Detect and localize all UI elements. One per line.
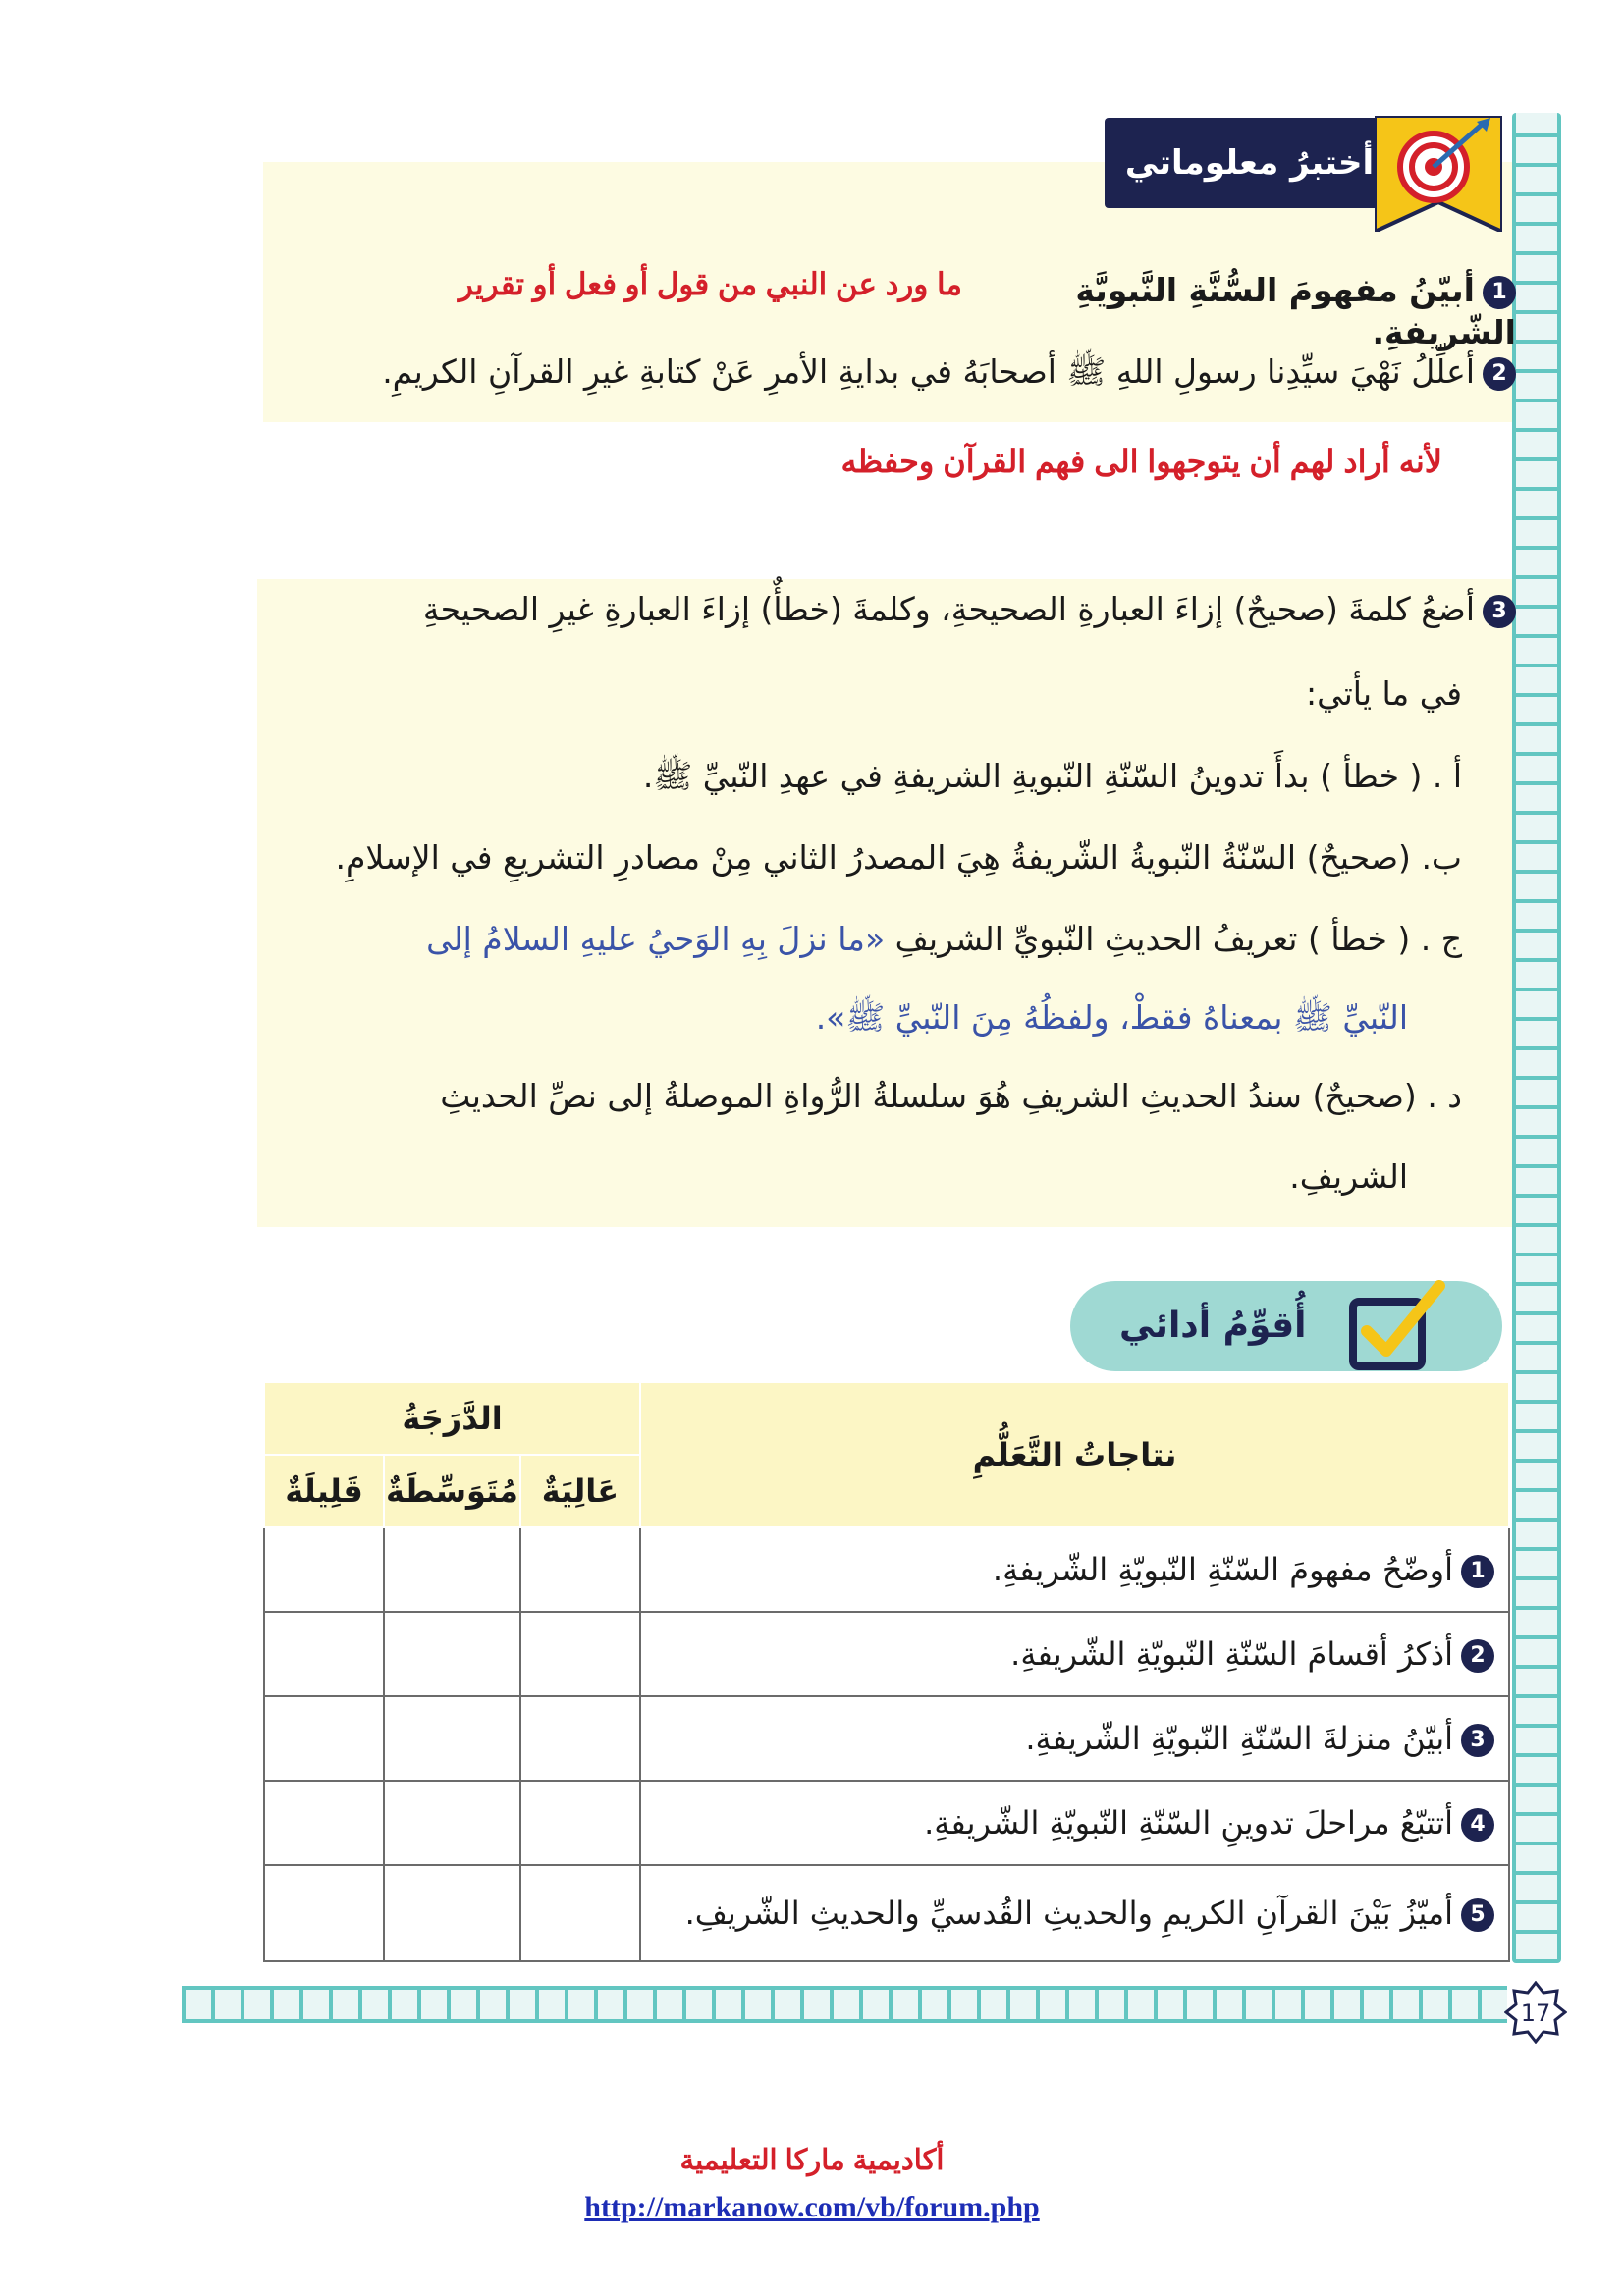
grade-cell[interactable] (264, 1612, 384, 1696)
question-3 (259, 589, 1516, 631)
grade-cell[interactable] (384, 1527, 520, 1612)
grade-cell[interactable] (384, 1696, 520, 1781)
grade-cell[interactable] (520, 1781, 640, 1865)
question-1 (927, 270, 1516, 354)
section-title-self-assessment: أُقوِّمُ أدائي (1119, 1306, 1307, 1346)
question-3-continuation: في ما يأتي: (1305, 674, 1462, 713)
item-d: د . (صحيحٌ) سندُ الحديثِ الشريفِ هُوَ سلسلةُ الرُّواةِ الموصلةُ إلى نصِّ الحديثِ (440, 1077, 1462, 1115)
grade-cell[interactable] (520, 1865, 640, 1961)
table-row: 2أذكرُ أقسامَ السّنّةِ النّبويّةِ الشّريفةِ. (264, 1612, 1509, 1696)
grade-cell[interactable] (264, 1696, 384, 1781)
question-2 (308, 351, 1516, 394)
item-c-quote: «ما نزلَ بِهِ الوَحيُ عليهِ السلامُ إلى (426, 920, 886, 958)
item-c-text: تعريفُ الحديثِ النّبويِّ الشريفِ (894, 920, 1298, 958)
item-c-answer: ( خطأ ) (1307, 920, 1411, 958)
col-grade-header: الدَّرَجَةُ (264, 1382, 640, 1455)
item-b: ب. (صحيحٌ) السّنّةُ النّبويةُ الشّريفةُ هِيَ المصدرُ الثاني مِنْ مصادرِ التشريعِ في الإسلامِ. (335, 838, 1462, 877)
item-c: ج . ( خطأ ) تعريفُ الحديثِ النّبويِّ الشريفِ «ما نزلَ بِهِ الوَحيُ عليهِ السلامُ إلى (426, 920, 1462, 958)
greek-key-border-right (1512, 113, 1561, 1963)
grade-cell[interactable] (520, 1527, 640, 1612)
answer-2: لأنه أراد لهم أن يتوجهوا الى فهم القرآن وحفظه (840, 444, 1442, 479)
target-icon (1375, 116, 1502, 232)
question-number-badge: 2 (1483, 357, 1516, 391)
item-d-text: سندُ الحديثِ الشريفِ هُوَ سلسلةُ الرُّواةِ الموصلةُ إلى نصِّ الحديثِ (440, 1077, 1302, 1115)
question-number-badge: 3 (1483, 595, 1516, 628)
checkbox-check-icon (1345, 1276, 1448, 1374)
grade-cell[interactable] (520, 1612, 640, 1696)
question-1-text: أبيّنُ مفهومَ السُّنَّةِ النَّبويَّةِ الشّريفةِ. (1075, 271, 1516, 351)
table-row: 1أوضّحُ مفهومَ السّنّةِ النّبويّةِ الشّريفةِ. (264, 1527, 1509, 1612)
greek-key-border-bottom (182, 1986, 1507, 2023)
item-a-text: بدأَ تدوينُ السّنّةِ النّبويةِ الشريفةِ في عهدِ النّبيِّ ﷺ. (642, 757, 1310, 795)
item-d-cont: الشريفِ. (1289, 1157, 1408, 1196)
question-number-badge: 1 (1483, 276, 1516, 309)
grade-low: قَلِيلَةٌ (264, 1455, 384, 1527)
page-number-badge (1504, 1981, 1567, 2044)
table-row: 4أتتبّعُ مراحلَ تدوينِ السّنّةِ النّبويّةِ الشّريفةِ. (264, 1781, 1509, 1865)
item-c-quote-cont: النّبيِّ ﷺ بمعناهُ فقطْ، ولفظُهُ مِنَ النّبيِّ ﷺ». (815, 998, 1408, 1037)
item-b-text: السّنّةُ النّبويةُ الشّريفةُ هِيَ المصدرُ الثاني مِنْ مصادرِ التشريعِ في الإسلامِ. (335, 838, 1297, 877)
page-number: 17 (1520, 2000, 1551, 2027)
table-row: 3أبيّنُ منزلةَ السّنّةِ النّبويّةِ الشّريفةِ. (264, 1696, 1509, 1781)
item-a: أ . ( خطأ ) بدأَ تدوينُ السّنّةِ النّبويةِ الشريفةِ في عهدِ النّبيِّ ﷺ. (642, 757, 1462, 795)
footer-link-wrap (0, 2191, 1624, 2224)
footer-url-link[interactable]: http://markanow.com/vb/forum.php (584, 2191, 1040, 2223)
self-assessment-table (263, 1381, 1510, 1962)
grade-cell[interactable] (264, 1781, 384, 1865)
col-outcomes-header: نتاجاتُ التَّعَلُّمِ (640, 1382, 1509, 1527)
grade-cell[interactable] (520, 1696, 640, 1781)
table-row: 5أميّزُ بَيْنَ القرآنِ الكريمِ والحديثِ القُدسيِّ والحديثِ الشّريفِ. (264, 1865, 1509, 1961)
grade-cell[interactable] (384, 1612, 520, 1696)
question-3-text: أضعُ كلمةَ (صحيحٌ) إزاءَ العبارةِ الصحيحةِ، وكلمةَ (خطأٌ) إزاءَ العبارةِ غيرِ الصحيحةِ (422, 590, 1475, 628)
footer-academy: أكاديمية ماركا التعليمية (679, 2145, 945, 2176)
grade-cell[interactable] (264, 1865, 384, 1961)
grade-cell[interactable] (384, 1865, 520, 1961)
grade-cell[interactable] (264, 1527, 384, 1612)
grade-cell[interactable] (384, 1781, 520, 1865)
item-b-answer: (صحيحٌ) (1306, 838, 1411, 877)
question-2-text: أعلِّلُ نَهْيَ سيِّدِنا رسولِ اللهِ ﷺ أصحابَهُ في بدايةِ الأمرِ عَنْ كتابةِ غيرِ القرآنِ الكريمِ. (382, 352, 1475, 391)
answer-1: ما ورد عن النبي من قول أو فعل أو تقرير (458, 267, 962, 301)
grade-high: عَالِيَةٌ (520, 1455, 640, 1527)
item-a-answer: ( خطأ ) (1320, 757, 1423, 795)
item-d-answer: (صحيحٌ) (1312, 1077, 1417, 1115)
section-title-test-knowledge: أختبرُ معلوماتي (1105, 118, 1394, 208)
grade-medium: مُتَوَسِّطَةٌ (384, 1455, 520, 1527)
